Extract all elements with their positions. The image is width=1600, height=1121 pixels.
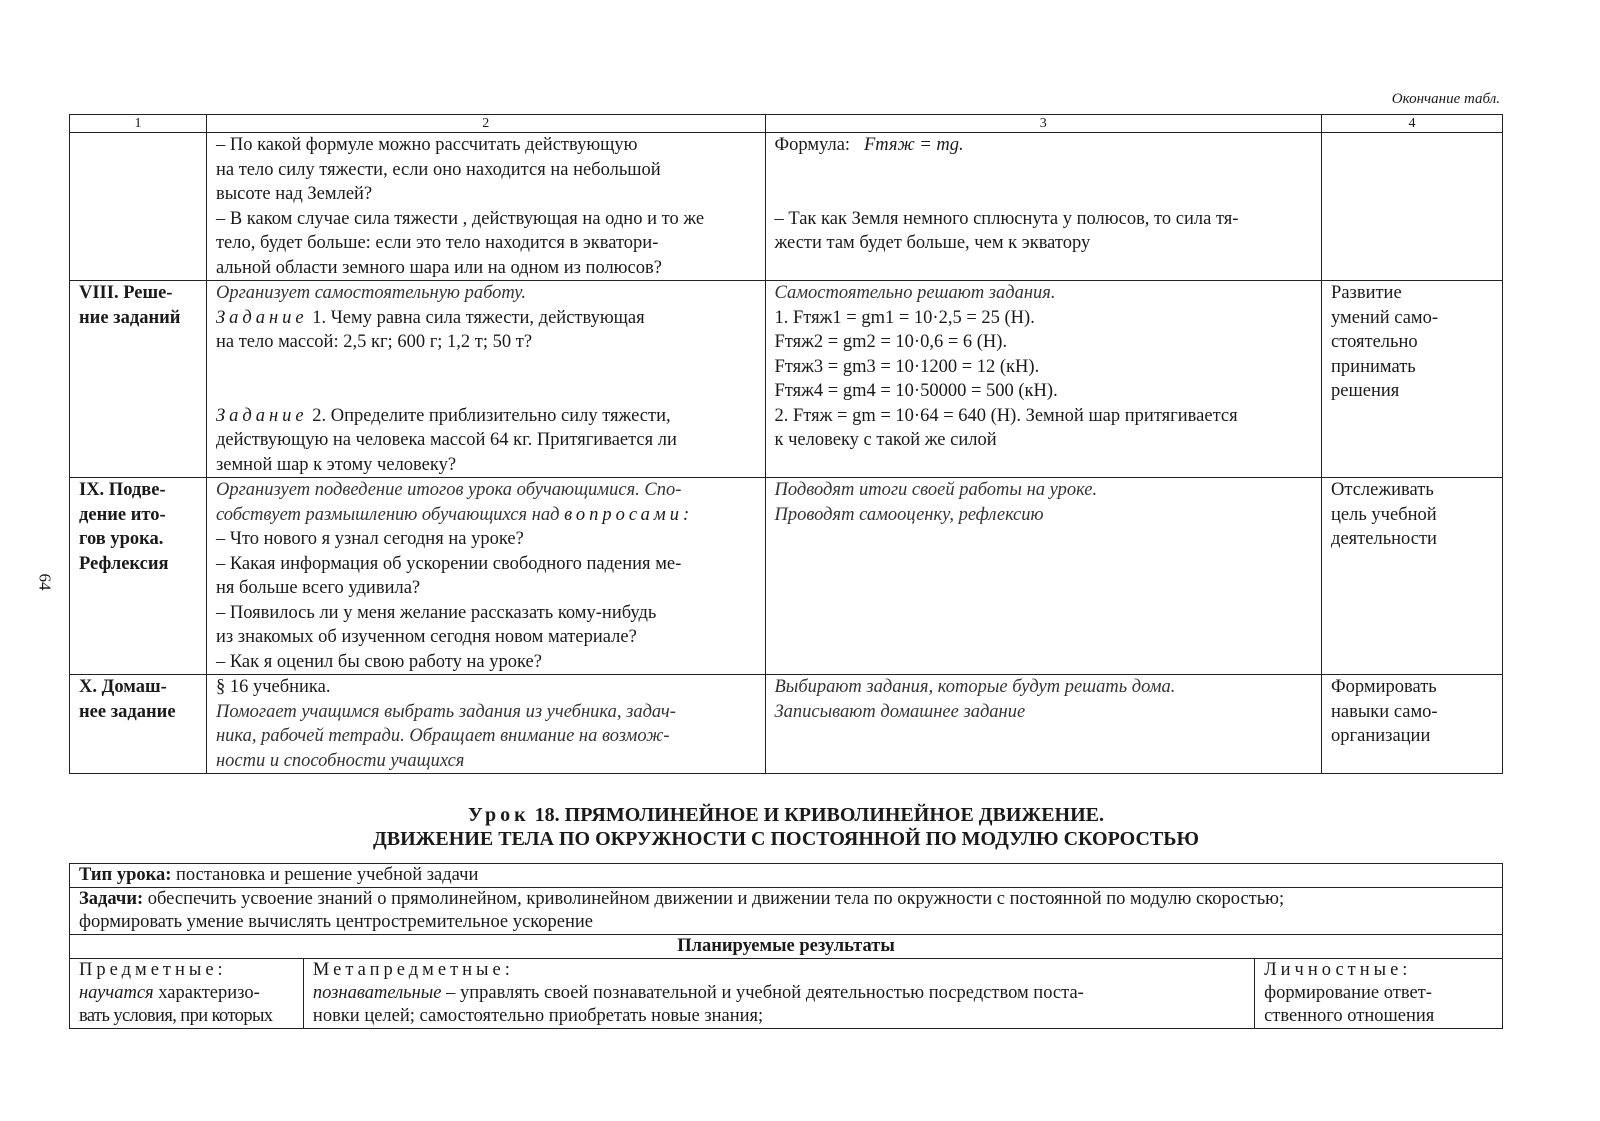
teacher-activity-cell bbox=[206, 478, 765, 675]
text-line bbox=[79, 888, 1493, 911]
text-line: Fтяж4 = gm4 = 10·50000 = 500 (кН). bbox=[774, 381, 1058, 401]
text-line: – Что нового я узнал сегодня на уроке? bbox=[215, 529, 524, 549]
table-row bbox=[70, 478, 1503, 675]
text-line: Помогает учащимся выбрать задания из учебника, задач- bbox=[215, 701, 676, 722]
text-line: ственного отношения bbox=[1264, 1006, 1435, 1026]
lesson-title-text: 18. ПРЯМОЛИНЕЙНОЕ И КРИВОЛИНЕЙНОЕ ДВИЖЕНИЕ. bbox=[534, 804, 1105, 826]
planned-results-heading: Планируемые результаты bbox=[70, 935, 1503, 959]
text-line: 2. Fтяж = gm = 10·64 = 640 (Н). Земной шар притягивается bbox=[774, 405, 1238, 426]
student-activity-cell bbox=[765, 281, 1322, 478]
column-header-1: 1 bbox=[70, 115, 207, 133]
text-line: Самостоятельно решают задания. bbox=[774, 283, 1056, 303]
text-line bbox=[216, 306, 756, 331]
student-activity-cell bbox=[765, 478, 1322, 675]
stage-cell bbox=[70, 675, 207, 774]
lesson-tasks-label: Задачи: bbox=[79, 889, 144, 909]
table-row bbox=[70, 675, 1503, 774]
subject-text: характеризо- bbox=[158, 983, 260, 1003]
text-line: навыки само- bbox=[1331, 701, 1438, 722]
planned-results-row bbox=[70, 935, 1503, 959]
text-line bbox=[216, 503, 756, 528]
text-line: земной шар к этому человеку? bbox=[215, 454, 457, 475]
text-line: из знакомых об изученном сегодня новом материале? bbox=[215, 627, 637, 647]
text-line: на тело массой: 2,5 кг; 600 г; 1,2 т; 50 т? bbox=[215, 332, 533, 352]
lesson-type-label: Тип урока: bbox=[79, 865, 172, 885]
task-text: 1. Чему равна сила тяжести, действующая bbox=[312, 307, 645, 328]
text-line: Отслеживать bbox=[1331, 480, 1434, 500]
student-activity-cell bbox=[765, 675, 1322, 774]
stage-cell bbox=[70, 281, 207, 478]
lesson-type-cell bbox=[70, 864, 1503, 888]
personal-label: Личностные: bbox=[1264, 960, 1412, 980]
text-line: организации bbox=[1331, 726, 1431, 746]
page-number: 64 bbox=[35, 573, 55, 591]
stage-line: гов урока. bbox=[79, 529, 164, 549]
text-line: – Так как Земля немного сплюснута у полюсов, то сила тя- bbox=[774, 208, 1239, 229]
lesson-title-line: ДВИЖЕНИЕ ТЕЛА ПО ОКРУЖНОСТИ С ПОСТОЯННОЙ ПО МОДУЛЮ СКОРОСТЬЮ bbox=[372, 828, 1200, 850]
column-header-4: 4 bbox=[1322, 115, 1503, 133]
subject-label: Предметные: bbox=[79, 960, 227, 980]
task-label: Задание bbox=[215, 307, 308, 328]
text-line: § 16 учебника. bbox=[215, 677, 331, 697]
text-line: ника, рабочей тетради. Обращает внимание на возмож- bbox=[215, 726, 670, 746]
text-line: – В каком случае сила тяжести , действующая на одно и то же bbox=[215, 208, 705, 229]
stage-line: нее задание bbox=[79, 701, 176, 722]
personal-results-cell bbox=[1255, 959, 1503, 1029]
text-line: Проводят самооценку, рефлексию bbox=[774, 504, 1044, 525]
text-line: стоятельно bbox=[1331, 332, 1418, 352]
student-activity-cell bbox=[765, 133, 1322, 281]
text-line: Записывают домашнее задание bbox=[774, 701, 1026, 722]
task-text: 2. Определите приблизительно силу тяжести, bbox=[312, 405, 671, 426]
text-line bbox=[79, 982, 294, 1005]
meta-italic: познавательные bbox=[312, 983, 442, 1003]
lesson-tasks-value: обеспечить усвоение знаний о прямолинейном, криволинейном движении и движении тела по окружности с постоянной по модулю скоростью; bbox=[147, 889, 1285, 909]
teacher-activity-cell bbox=[206, 133, 765, 281]
formula: Fтяж = mg. bbox=[863, 135, 964, 155]
text-line: жести там будет больше, чем к экватору bbox=[774, 233, 1091, 253]
stage-cell bbox=[70, 133, 207, 281]
text-line: альной области земного шара или на одном из полюсов? bbox=[215, 257, 662, 278]
lesson-tasks-cell bbox=[70, 888, 1503, 935]
stage-cell bbox=[70, 478, 207, 675]
stage-line: дение ито- bbox=[79, 504, 166, 525]
text-line: высоте над Землей? bbox=[215, 184, 373, 204]
text-line: формирование ответ- bbox=[1264, 983, 1432, 1003]
text-line: – Как я оценил бы свою работу на уроке? bbox=[215, 651, 542, 672]
column-header-2: 2 bbox=[206, 115, 765, 133]
text-line: Подводят итоги своей работы на уроке. bbox=[774, 480, 1098, 500]
meta-results-cell bbox=[303, 959, 1254, 1029]
teacher-activity-cell bbox=[206, 281, 765, 478]
subject-results-cell bbox=[70, 959, 304, 1029]
lesson-plan-table bbox=[69, 114, 1503, 774]
lesson-info-table bbox=[69, 863, 1503, 1029]
formula-line bbox=[775, 133, 1313, 158]
uud-cell bbox=[1322, 675, 1503, 774]
lesson-word: Урок bbox=[467, 804, 530, 826]
uud-cell bbox=[1322, 133, 1503, 281]
subject-italic: научатся bbox=[79, 983, 154, 1003]
text-line: Выбирают задания, которые будут решать дома. bbox=[774, 677, 1176, 697]
text-line: тело, будет больше: если это тело находится в экватори- bbox=[215, 233, 659, 253]
text-italic: собствует размышлению обучающихся над bbox=[215, 504, 560, 525]
text-line: Развитие bbox=[1331, 283, 1402, 303]
stage-line: X. Домаш- bbox=[79, 677, 167, 697]
stage-line: ние заданий bbox=[79, 307, 181, 328]
text-line: принимать bbox=[1331, 356, 1416, 377]
text-line bbox=[313, 982, 1245, 1005]
text-line: 1. Fтяж1 = gm1 = 10·2,5 = 25 (Н). bbox=[774, 307, 1035, 328]
text-line: цель учебной bbox=[1331, 504, 1437, 525]
text-line: ности и способности учащихся bbox=[215, 750, 465, 771]
table-continuation-note: Окончание табл. bbox=[1391, 91, 1500, 107]
text-line: решения bbox=[1331, 381, 1400, 401]
table-header-row bbox=[70, 115, 1503, 133]
stage-line: Рефлексия bbox=[79, 553, 169, 574]
task-label: Задание bbox=[215, 405, 308, 426]
meta-label: Метапредметные: bbox=[312, 960, 514, 980]
lesson-title-line bbox=[69, 803, 1503, 827]
text-line: действующую на человека массой 64 кг. Притягивается ли bbox=[215, 430, 677, 450]
uud-cell bbox=[1322, 281, 1503, 478]
text-line: к человеку с такой же силой bbox=[774, 430, 997, 450]
table-row bbox=[70, 133, 1503, 281]
uud-cell bbox=[1322, 478, 1503, 675]
text-line: ня больше всего удивила? bbox=[215, 578, 421, 598]
text-line: Организует самостоятельную работу. bbox=[215, 283, 526, 303]
lesson-type-row bbox=[70, 864, 1503, 888]
text-line: – По какой формуле можно рассчитать действующую bbox=[215, 135, 638, 155]
lesson-title bbox=[69, 803, 1503, 851]
text-line: – Появилось ли у меня желание рассказать кому-нибудь bbox=[215, 602, 657, 623]
column-header-3: 3 bbox=[765, 115, 1322, 133]
text-spaced: вопросами: bbox=[564, 504, 694, 525]
text-line: Fтяж3 = gm3 = 10·1200 = 12 (кН). bbox=[774, 356, 1040, 377]
text-line: вать условия, при которых bbox=[79, 1006, 273, 1026]
lesson-type-value: постановка и решение учебной задачи bbox=[176, 865, 479, 885]
text-line: на тело силу тяжести, если оно находится на небольшой bbox=[215, 159, 661, 180]
text-line: Формировать bbox=[1331, 677, 1437, 697]
stage-line: VIII. Реше- bbox=[79, 283, 173, 303]
text-line: Организует подведение итогов урока обучающимися. Спо- bbox=[215, 480, 682, 500]
text-line: Fтяж2 = gm2 = 10·0,6 = 6 (Н). bbox=[774, 332, 1008, 352]
lesson-tasks-row bbox=[70, 888, 1503, 935]
stage-line: IX. Подве- bbox=[79, 480, 166, 500]
text-line bbox=[216, 404, 756, 429]
text-line: формировать умение вычислять центростремительное ускорение bbox=[79, 912, 593, 932]
text-line: – Какая информация об ускорении свободного падения ме- bbox=[215, 553, 682, 574]
text-line: новки целей; самостоятельно приобретать новые знания; bbox=[312, 1006, 764, 1026]
meta-text: – управлять своей познавательной и учебной деятельностью посредством поста- bbox=[446, 983, 1084, 1003]
text-line: умений само- bbox=[1331, 307, 1439, 328]
teacher-activity-cell bbox=[206, 675, 765, 774]
table-row bbox=[70, 281, 1503, 478]
formula-label: Формула: bbox=[774, 135, 851, 155]
results-row bbox=[70, 959, 1503, 1029]
text-line: деятельности bbox=[1331, 529, 1437, 549]
